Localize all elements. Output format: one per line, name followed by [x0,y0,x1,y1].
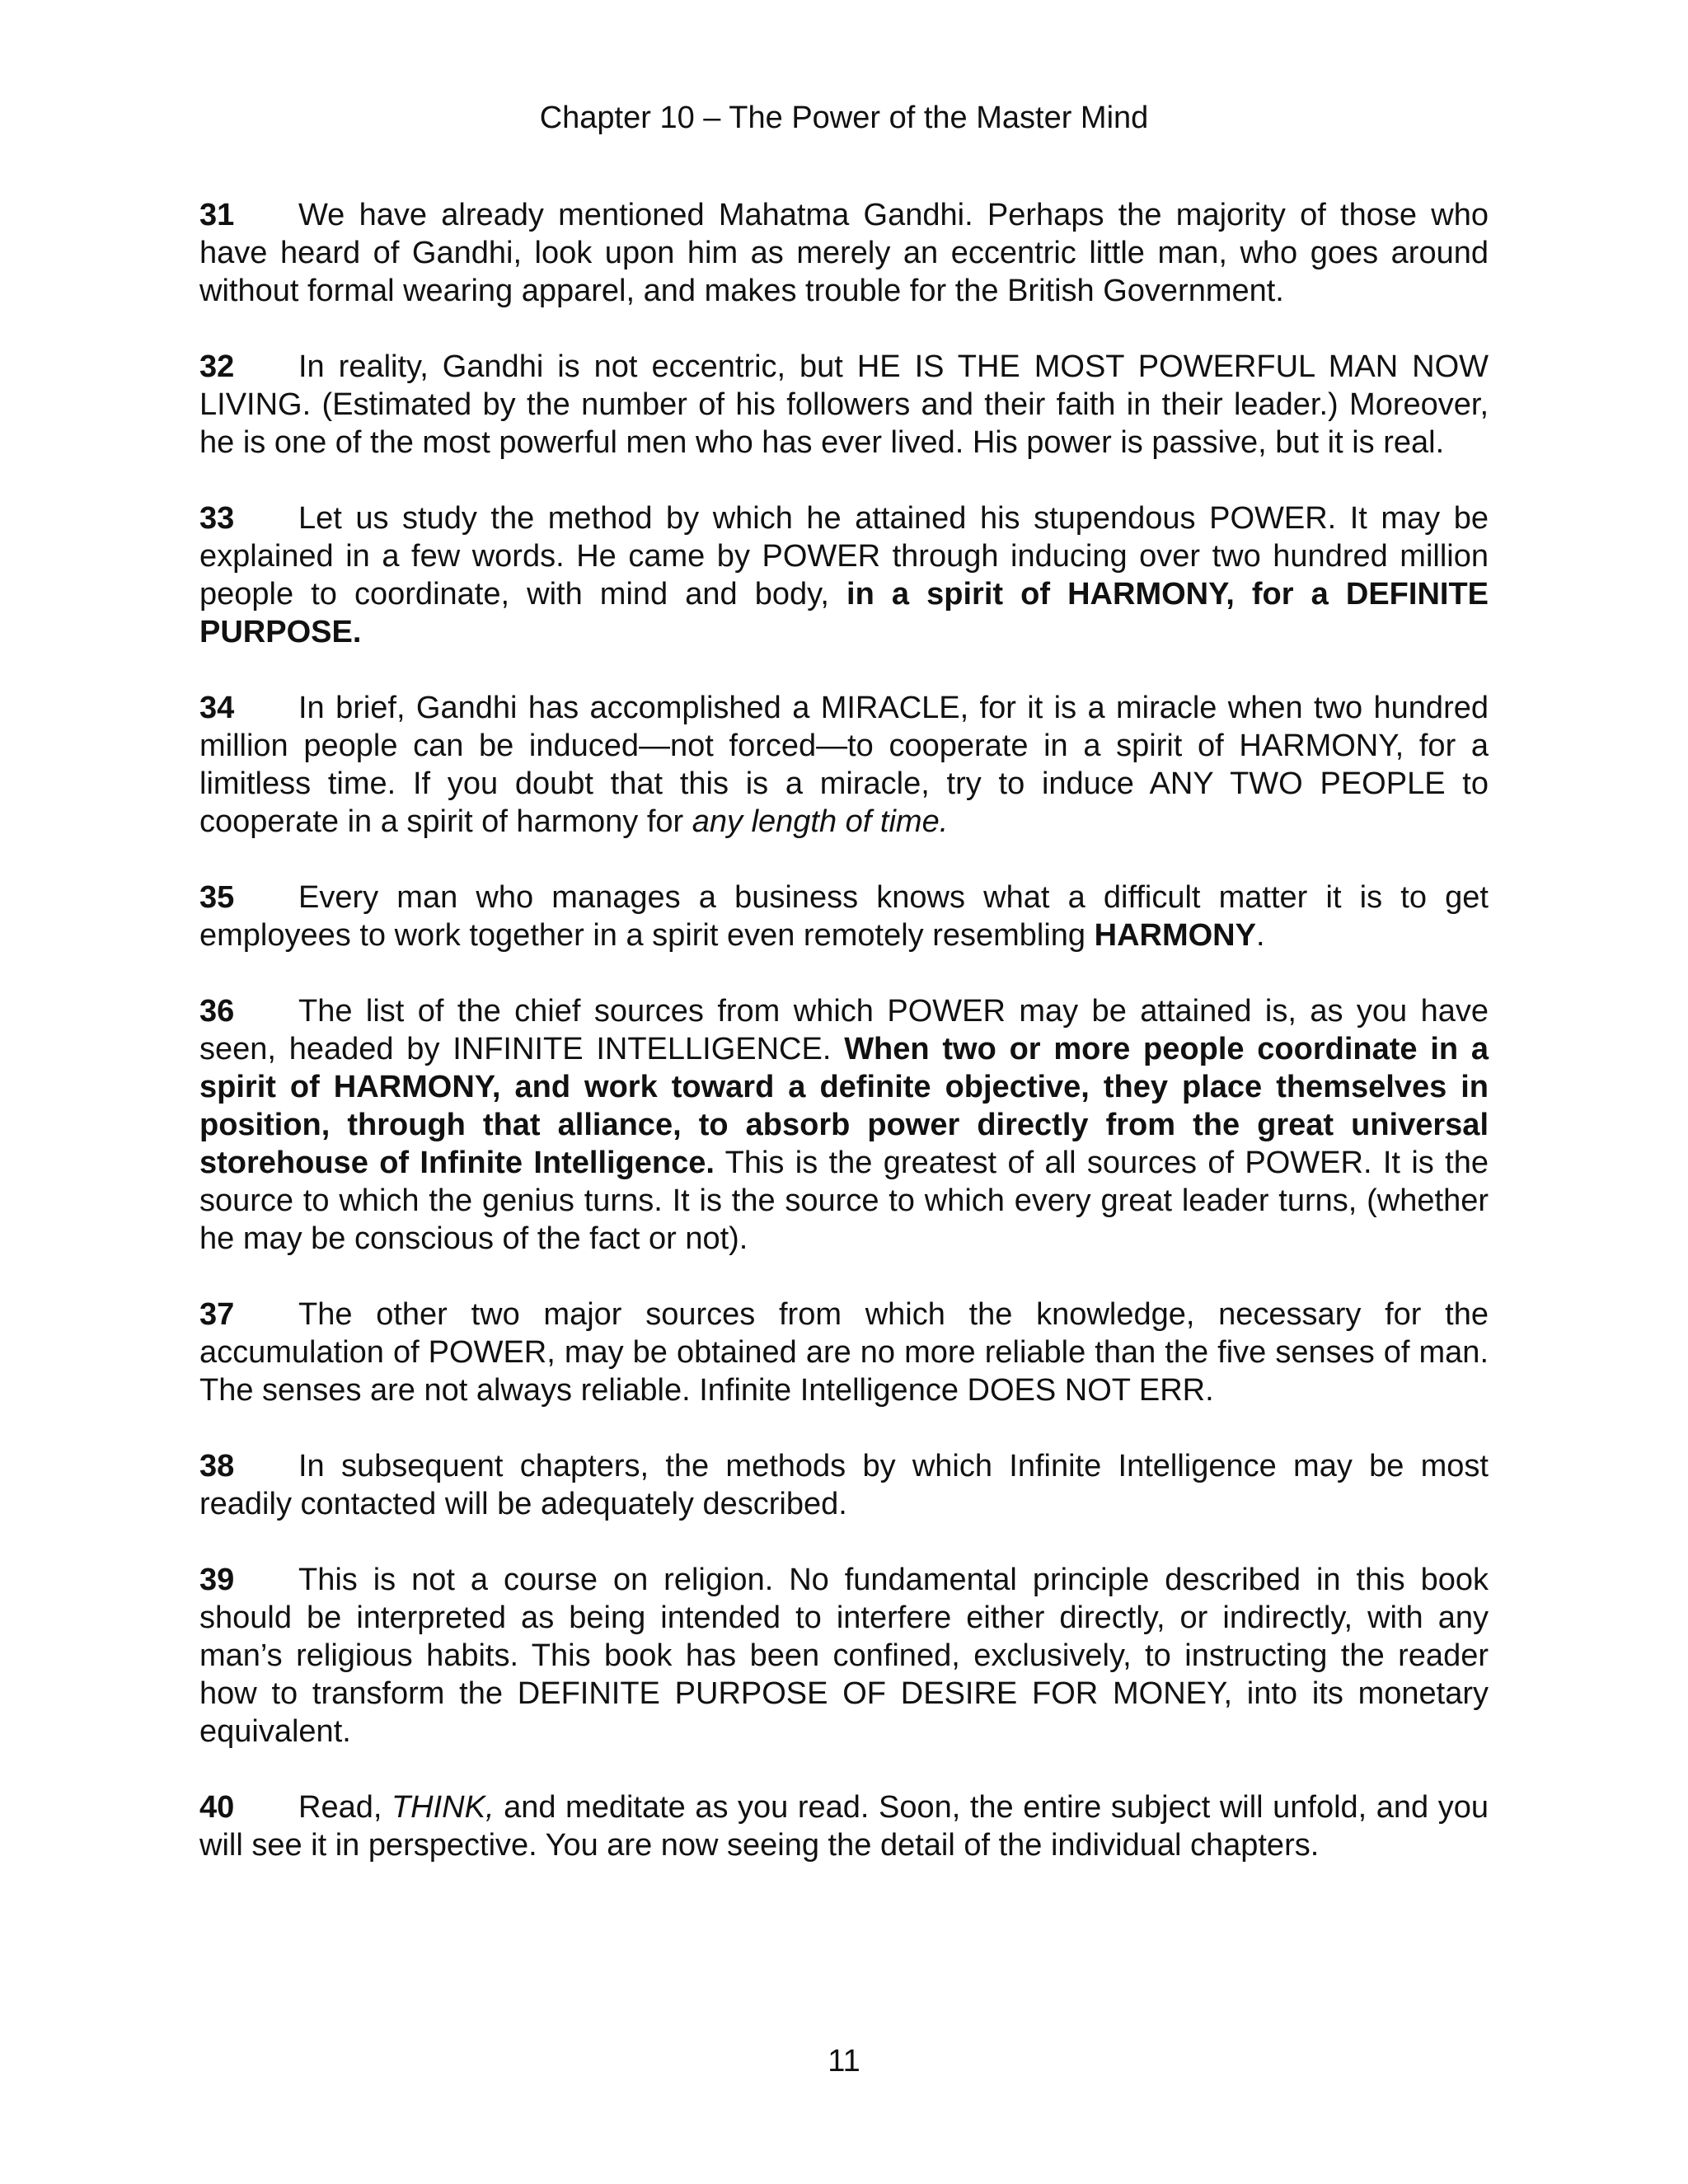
paragraph-text: and meditate as you read. Soon, the entire subject will unfold, and you will see it in perspective. You are now seeing the detail of the individual chapters. [199,1790,1489,1863]
paragraph-39 [199,1561,1489,1750]
paragraph-text: . [1255,918,1265,953]
paragraph-number: 40 [199,1790,235,1825]
paragraph-number: 33 [199,501,235,536]
paragraph-text: This is the greatest of all sources of POWER. It is the source to which the genius turns. It is the source to which every great leader turns, (whether he may be conscious of the fact or not). [199,1146,1489,1256]
paragraph-34 [199,689,1489,841]
paragraph-36 [199,992,1489,1258]
paragraph-number: 39 [199,1563,235,1597]
paragraph-text: This is not a course on religion. No fundamental principle described in this book should be interpreted as being intended to interfere either directly, or indirectly, with any man’s religious habits. This book has been confined, exclusively, to instructing the reader how to transform the DEFINITE PURPOSE OF DESIRE FOR MONEY, into its monetary equivalent. [199,1563,1489,1749]
paragraph-text: In subsequent chapters, the methods by which Infinite Intelligence may be most readily contacted will be adequately described. [199,1449,1489,1521]
body-text [199,196,1489,1902]
paragraph-text: The list of the chief sources from which POWER may be attained is, as you have seen, headed by INFINITE INTELLIGENCE. [199,994,1489,1066]
paragraph-38 [199,1447,1489,1523]
bold-text: When two or more people coordinate in a spirit of HARMONY, and work toward a definite objective, they place themselves in position, through that alliance, to absorb power directly from the great universal storehouse of Infinite Intelligence. [199,1032,1489,1180]
paragraph-text: Every man who manages a business knows what a difficult matter it is to get employees to work together in a spirit even remotely resembling [199,880,1489,953]
paragraph-37 [199,1296,1489,1409]
running-header: Chapter 10 – The Power of the Master Mind [539,101,1149,135]
paragraph-number: 32 [199,349,235,384]
italic-text: THINK, [391,1790,495,1825]
paragraph-33 [199,499,1489,651]
paragraph-32 [199,348,1489,462]
paragraph-text: Let us study the method by which he attained his stupendous POWER. It may be explained in a few words. He came by POWER through inducing over two hundred million people to coordinate, with mind and body, [199,501,1489,612]
page-number: 11 [828,2044,860,2079]
bold-text: HARMONY [1094,918,1256,953]
paragraph-35 [199,879,1489,954]
paragraph-text: In brief, Gandhi has accomplished a MIRACLE, for it is a miracle when two hundred million people can be induced—not forced—to cooperate in a spirit of HARMONY, for a limitless time. If you doubt that this is a miracle, try to induce ANY TWO PEOPLE to cooperate in a spirit of harmony for [199,691,1489,839]
paragraph-number: 38 [199,1449,235,1483]
paragraph-40 [199,1788,1489,1864]
paragraph-number: 36 [199,994,235,1029]
italic-text: any length of time. [692,804,949,839]
paragraph-text: We have already mentioned Mahatma Gandhi. Perhaps the majority of those who have heard of Gandhi, look upon him as merely an eccentric little man, who goes around without formal wearing apparel, and makes trouble for the British Government. [199,198,1489,308]
paragraph-number: 35 [199,880,235,915]
paragraph-31 [199,196,1489,310]
bold-text: in a spirit of HARMONY, for a DEFINITE PURPOSE. [199,577,1489,649]
paragraph-number: 31 [199,198,235,232]
paragraph-text: The other two major sources from which the knowledge, necessary for the accumulation of POWER, may be obtained are no more reliable than the five senses of man. The senses are not always reliable. Infinite Intelligence DOES NOT ERR. [199,1297,1489,1408]
paragraph-number: 34 [199,691,235,725]
paragraph-text: Read, [298,1790,392,1825]
paragraph-text: In reality, Gandhi is not eccentric, but HE IS THE MOST POWERFUL MAN NOW LIVING. (Estimated by the number of his followers and their faith in their leader.) Moreover, he is one of the most powerful men who has ever lived. His power is passive, but it is real. [199,349,1489,460]
paragraph-number: 37 [199,1297,235,1332]
